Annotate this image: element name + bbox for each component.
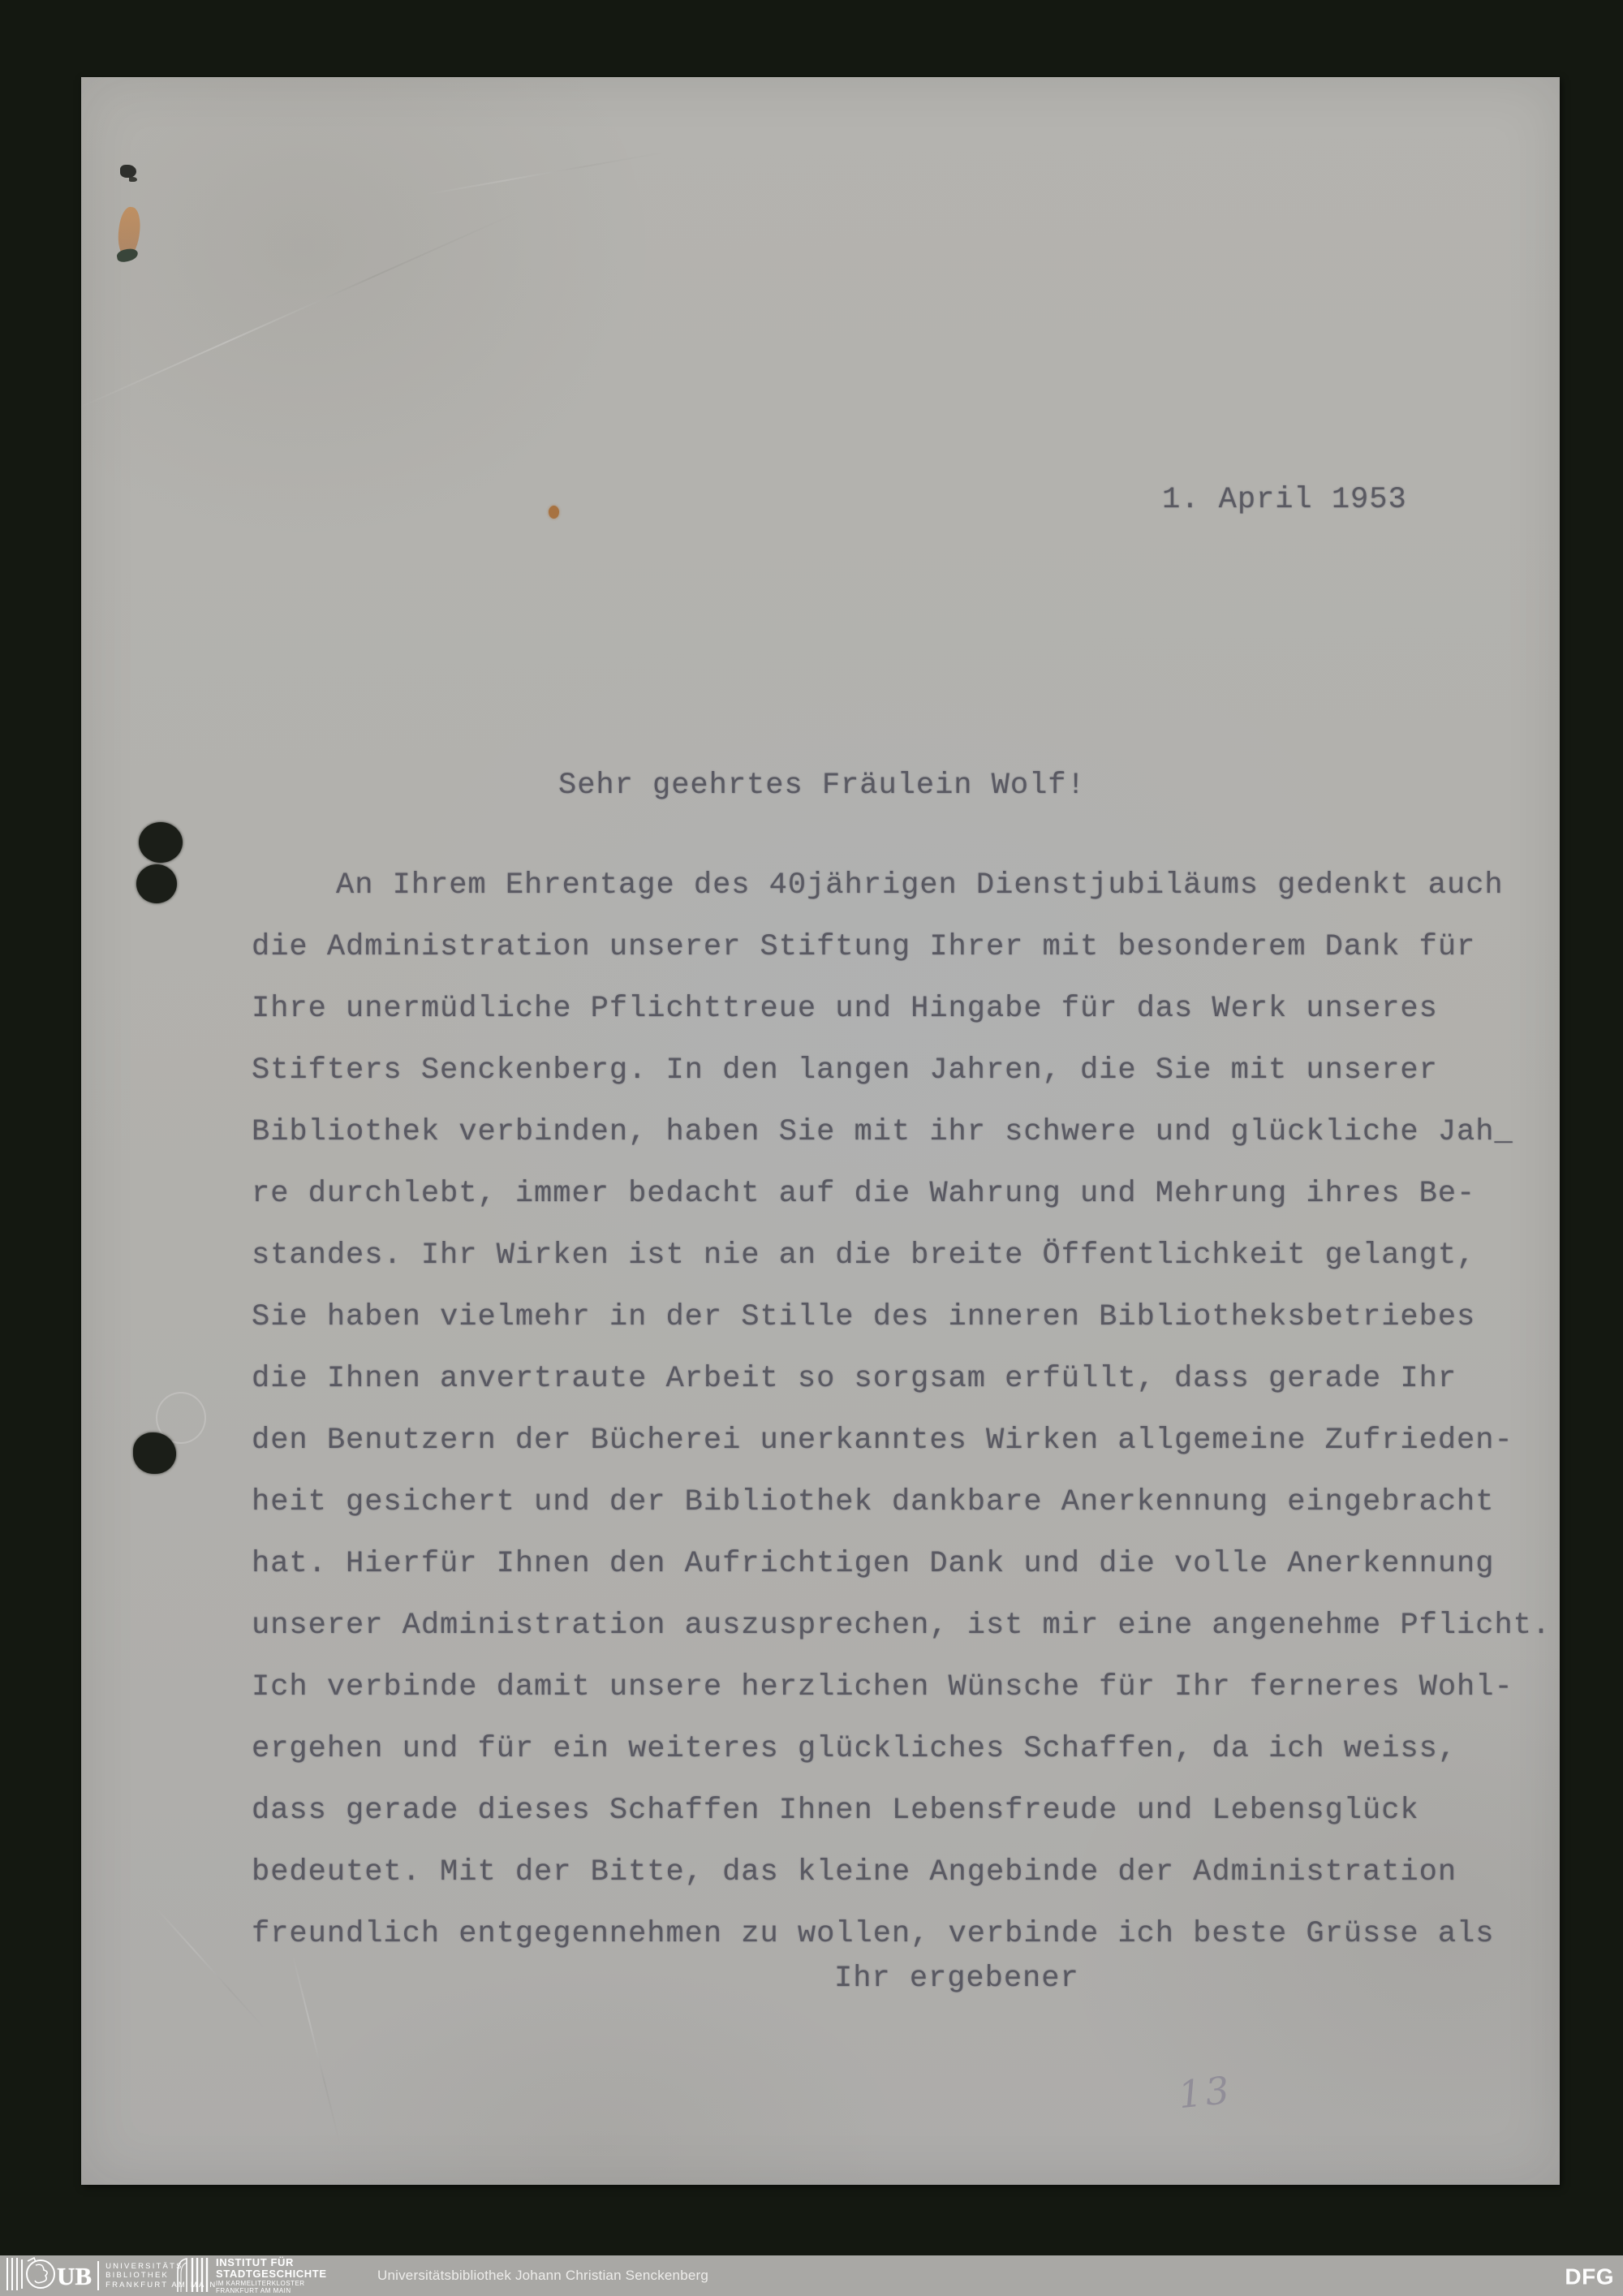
- paper-crease: [424, 152, 664, 196]
- digitization-footer-bar: [0, 2255, 1623, 2296]
- ub-text-line: BIBLIOTHEK: [105, 2271, 170, 2281]
- letter-body: [252, 855, 1551, 1965]
- letter-line: den Benutzern der Bücherei unerkanntes Wirken allgemeine Zufrieden-: [252, 1424, 1513, 1458]
- ub-text-line: FRANKFURT AM MAIN: [105, 2280, 217, 2290]
- karmeliterkloster-arch-icon: [174, 2256, 210, 2296]
- punch-hole: [136, 864, 177, 903]
- institut-text-line: STADTGESCHICHTE: [216, 2267, 327, 2280]
- letter-salutation: Sehr geehrtes Fräulein Wolf!: [558, 769, 1086, 803]
- letter-line: re durchlebt, immer bedacht auf die Wahrung und Mehrung ihres Be-: [252, 1177, 1476, 1211]
- paper-crease: [156, 1908, 265, 2030]
- letter-line: Ich verbinde damit unsere herzlichen Wünsche für Ihr ferneres Wohl-: [252, 1670, 1513, 1704]
- letter-line: ergehen und für ein weiteres glückliches Schaffen, da ich weiss,: [252, 1732, 1457, 1766]
- institut-stadtgeschichte-logo: [174, 2255, 327, 2294]
- punch-hole: [133, 1432, 176, 1474]
- dfg-logo: DFG: [1565, 2264, 1614, 2290]
- letter-closing: Ihr ergebener: [834, 1962, 1079, 1996]
- ub-text-line: UNIVERSITÄTS: [105, 2261, 183, 2271]
- letter-line: Sie haben vielmehr in der Stille des inneren Bibliotheksbetriebes: [252, 1300, 1476, 1334]
- letter-date: 1. April 1953: [1162, 483, 1407, 517]
- institut-text-line: INSTITUT FÜR: [216, 2255, 295, 2268]
- ub-abbr-label: UB: [57, 2261, 93, 2290]
- rust-spot: [549, 506, 559, 519]
- logo-divider: [97, 2261, 99, 2290]
- letter-line: bedeutet. Mit der Bitte, das kleine Angebinde der Administration: [252, 1855, 1457, 1889]
- letter-line: freundlich entgegennehmen zu wollen, verbinde ich beste Grüsse als: [252, 1917, 1495, 1951]
- letter-line: Ihre unermüdliche Pflichttreue und Hingabe für das Werk unseres: [252, 992, 1438, 1026]
- institut-logo-text: [216, 2257, 327, 2295]
- letter-line: Bibliothek verbinden, haben Sie mit ihr schwere und glückliche Jah_: [252, 1115, 1513, 1149]
- page-number-annotation: 13: [1176, 2067, 1235, 2117]
- letter-line: standes. Ihr Wirken ist nie an die breite Öffentlichkeit gelangt,: [252, 1238, 1476, 1273]
- paper-crease: [78, 209, 523, 409]
- letter-line: Stifters Senckenberg. In den langen Jahren, die Sie mit unserer: [252, 1053, 1438, 1088]
- letter-line: die Administration unserer Stiftung Ihrer mit besonderem Dank für: [252, 930, 1476, 964]
- punch-hole: [139, 822, 183, 863]
- paper-crease: [292, 1955, 341, 2144]
- letter-line: An Ihrem Ehrentage des 40jährigen Dienstjubiläums gedenkt auch: [336, 868, 1504, 902]
- letter-line: unserer Administration auszusprechen, ist mir eine angenehme Pflicht.: [252, 1609, 1552, 1643]
- institut-text-line: FRANKFURT AM MAIN: [216, 2287, 291, 2294]
- letter-line: hat. Hierfür Ihnen den Aufrichtigen Dank und die volle Anerkennung: [252, 1547, 1495, 1581]
- letter-line: die Ihnen anvertraute Arbeit so sorgsam erfüllt, dass gerade Ihr: [252, 1362, 1457, 1396]
- staple-mark: [120, 165, 136, 178]
- library-credit-text: Universitätsbibliothek Johann Christian Senckenberg: [377, 2268, 709, 2283]
- document-page: [81, 77, 1560, 2185]
- letter-line: dass gerade dieses Schaffen Ihnen Lebensfreude und Lebensglück: [252, 1794, 1419, 1828]
- institut-text-line: IM KARMELITERKLOSTER: [216, 2279, 305, 2287]
- letter-line: heit gesichert und der Bibliothek dankbare Anerkennung eingebracht: [252, 1485, 1495, 1519]
